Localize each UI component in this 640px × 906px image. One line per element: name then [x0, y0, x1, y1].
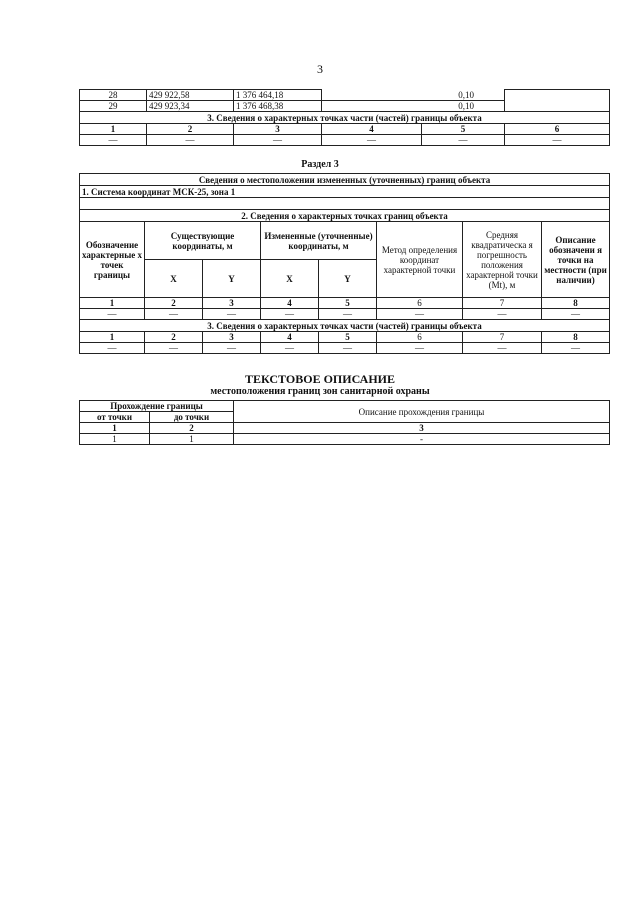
col-num: 1: [80, 124, 147, 135]
dash-cell: —: [319, 309, 377, 320]
boundary-description-table: [79, 400, 610, 445]
col-num: 5: [319, 298, 377, 309]
dash-cell: —: [261, 309, 319, 320]
col-num: 1: [80, 298, 145, 309]
dash-cell: —: [203, 343, 261, 354]
dash-cell: —: [145, 309, 203, 320]
coordinate-system: 1. Система координат МСК-25, зона 1: [80, 186, 610, 198]
dash-cell: —: [377, 343, 463, 354]
point-number: 28: [80, 90, 147, 101]
to-point-header: до точки: [150, 412, 234, 423]
description-header: Описание обозначени я точки на местности (при наличии): [542, 222, 610, 298]
col-num: 3: [234, 423, 610, 434]
col-num: 6: [377, 298, 463, 309]
col-num: 3: [203, 332, 261, 343]
dash-cell: —: [319, 343, 377, 354]
col-num: 7: [463, 298, 542, 309]
x-header: X: [261, 260, 319, 298]
y-coordinate: 1 376 464,18: [234, 90, 322, 101]
col-num: 2: [145, 332, 203, 343]
from-point-header: от точки: [80, 412, 150, 423]
table-title: Сведения о местоположении измененных (уточненных) границ объекта: [80, 174, 610, 186]
section3-title: 3. Сведения о характерных точках части (частей) границы объекта: [80, 112, 610, 124]
col-num: 2: [147, 124, 234, 135]
section-row: [80, 198, 610, 210]
col-num: 6: [505, 124, 610, 135]
section3-title: 3. Сведения о характерных точках части (частей) границы объекта: [80, 320, 610, 332]
dash-cell: —: [80, 309, 145, 320]
dash-cell: —: [80, 343, 145, 354]
dash-cell: —: [505, 135, 610, 146]
table-row: [80, 434, 610, 445]
x-coordinate: 429 922,58: [147, 90, 234, 101]
dash-cell: —: [463, 343, 542, 354]
section2-title: 2. Сведения о характерных точках границ объекта: [80, 210, 610, 222]
to-point: 1: [150, 434, 234, 445]
column-number-row: [80, 423, 610, 434]
precision-header: Средняя квадратическа я погрешность положения характерной точки (Мt), м: [463, 222, 542, 298]
passage-header: Прохождение границы: [80, 401, 234, 412]
dash-cell: —: [377, 309, 463, 320]
y-header: Y: [319, 260, 377, 298]
column-number-row: [80, 298, 610, 309]
dash-cell: —: [203, 309, 261, 320]
col-num: 4: [322, 124, 422, 135]
header-row: [80, 401, 610, 412]
empty-cell: [505, 90, 610, 112]
section-row: [80, 112, 610, 124]
description-cell: -: [234, 434, 610, 445]
razdel-table: [79, 173, 610, 354]
dash-row: [80, 343, 610, 354]
col-num: 8: [542, 298, 610, 309]
dash-cell: —: [145, 343, 203, 354]
title-row: [80, 174, 610, 186]
dash-row: [80, 309, 610, 320]
system-row: [80, 186, 610, 198]
dash-cell: —: [542, 343, 610, 354]
text-description-title: ТЕКСТОВОЕ ОПИСАНИЕ: [244, 372, 395, 386]
existing-coords-header: Существующие координаты, м: [145, 222, 261, 260]
dash-cell: —: [422, 135, 505, 146]
dash-cell: —: [80, 135, 147, 146]
changed-coords-header: Измененные (уточненные) координаты, м: [261, 222, 377, 260]
col-num: 5: [319, 332, 377, 343]
from-point: 1: [80, 434, 150, 445]
col-num: 3: [203, 298, 261, 309]
col-num: 1: [80, 423, 150, 434]
designation-header: Обозначение характерные х точек границы: [80, 222, 145, 298]
column-number-row: [80, 332, 610, 343]
col-num: 5: [422, 124, 505, 135]
col-num: 7: [463, 332, 542, 343]
dash-cell: —: [147, 135, 234, 146]
y-coordinate: 1 376 468,38: [234, 101, 322, 112]
x-coordinate: 429 923,34: [147, 101, 234, 112]
dash-cell: —: [234, 135, 322, 146]
coordinates-table: [79, 89, 610, 146]
section-row: [80, 320, 610, 332]
dash-cell: —: [463, 309, 542, 320]
col-num: 6: [377, 332, 463, 343]
page-number: 3: [317, 62, 323, 76]
col-num: 3: [234, 124, 322, 135]
dash-cell: —: [261, 343, 319, 354]
dash-row: [80, 135, 610, 146]
precision-value: 0,10: [322, 101, 505, 112]
razdel-title: Раздел 3: [301, 159, 339, 170]
col-num: 2: [145, 298, 203, 309]
x-header: X: [145, 260, 203, 298]
header-row: [80, 222, 610, 260]
section-row: [80, 210, 610, 222]
col-num: 8: [542, 332, 610, 343]
table-row: [80, 90, 610, 101]
dash-cell: —: [542, 309, 610, 320]
col-num: 1: [80, 332, 145, 343]
method-header: Метод определения координат характерной точки: [377, 222, 463, 298]
precision-value: 0,10: [322, 90, 505, 101]
y-header: Y: [203, 260, 261, 298]
col-num: 4: [261, 332, 319, 343]
description-header: Описание прохождения границы: [234, 401, 610, 423]
col-num: 2: [150, 423, 234, 434]
col-num: 4: [261, 298, 319, 309]
empty-spacer: [80, 198, 610, 210]
text-description-subtitle: местоположения границ зон санитарной охраны: [210, 386, 430, 397]
point-number: 29: [80, 101, 147, 112]
dash-cell: —: [322, 135, 422, 146]
column-number-row: [80, 124, 610, 135]
